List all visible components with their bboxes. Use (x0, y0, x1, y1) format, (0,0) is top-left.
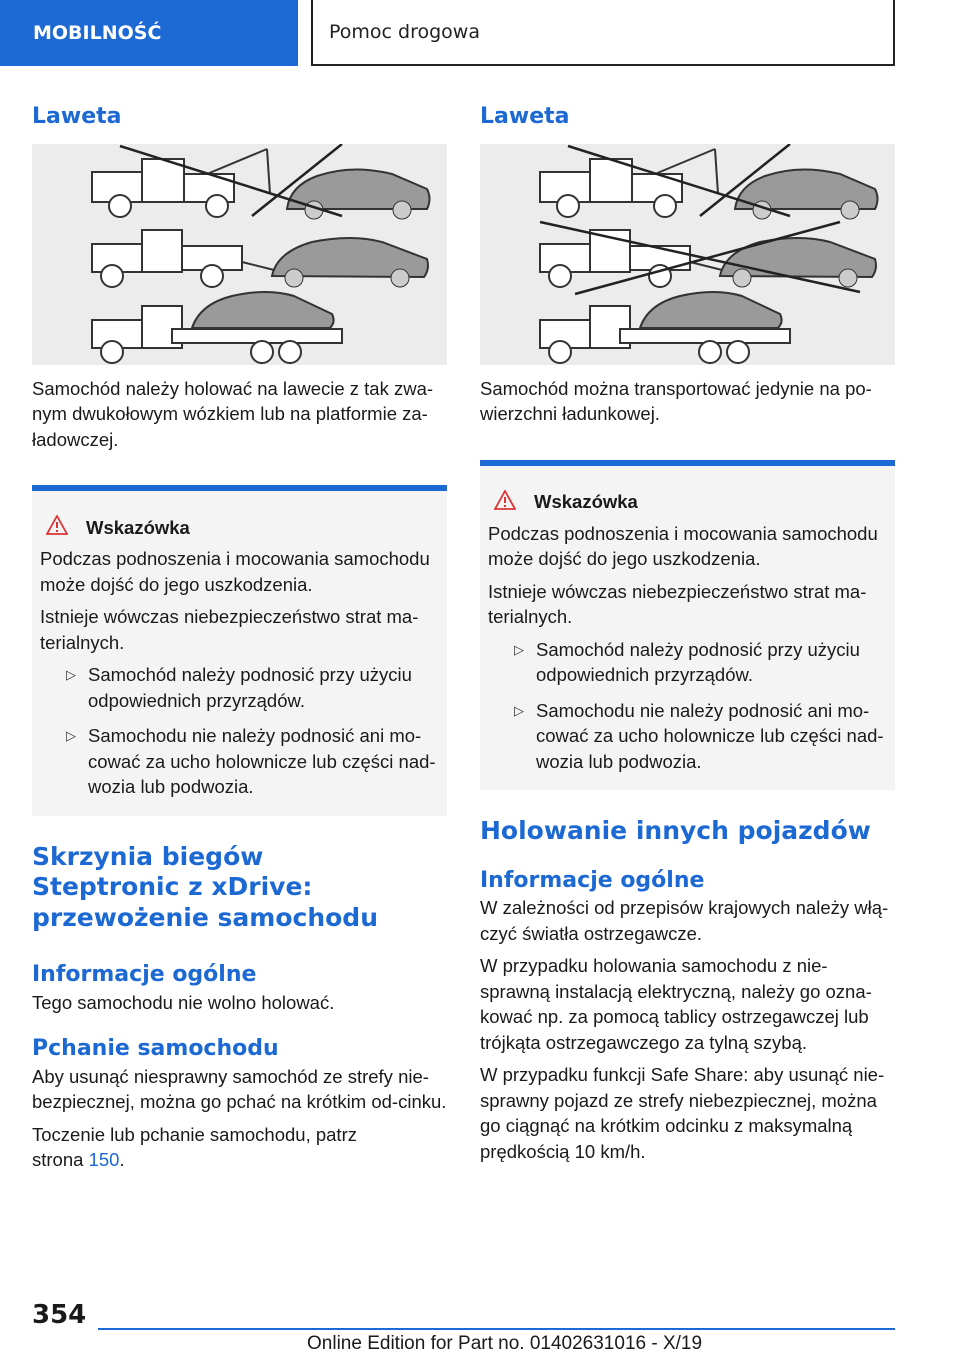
roll-text: Toczenie lub pchanie samochodu, patrz strona 150. (32, 1123, 357, 1171)
note-title: Wskazówka (534, 491, 638, 513)
right-heading: Laweta (480, 104, 570, 129)
page-number: 354 (32, 1300, 87, 1330)
warning-triangle-icon (494, 490, 522, 515)
bullet-text: Samochód należy podnosić przy użyciu odpowiednich przyrządów. (88, 664, 412, 711)
note-bullet (488, 698, 887, 775)
note-bullet (488, 637, 887, 688)
note-title: Wskazówka (86, 516, 190, 538)
footer-divider (98, 1328, 895, 1330)
note-bullet (40, 662, 439, 713)
bullet-triangle-icon: ▷ (66, 728, 76, 744)
bullet-triangle-icon: ▷ (514, 641, 524, 657)
chapter-tab: MOBILNOŚĆ (0, 0, 298, 66)
left-column (32, 96, 447, 1173)
bullet-triangle-icon: ▷ (66, 667, 76, 683)
note-bullet (40, 723, 439, 800)
section-title: Pomoc drogowa (311, 0, 895, 66)
warning-triangle-icon (46, 515, 74, 540)
subheading-info: Informacje ogólne (32, 962, 257, 988)
tow-truck-illustration (32, 144, 447, 365)
wrecker-truck-graphic (92, 149, 270, 217)
right-warning-note (480, 460, 895, 791)
info-text: Tego samochodu nie wolno holować. (32, 991, 335, 1013)
subheading-info: Informacje ogólne (480, 867, 705, 893)
note-paragraph: Podczas podnoszenia i mocowania samochodu może dojść do jego uszkodzenia. (40, 548, 430, 595)
flatbed-illustration (480, 144, 895, 365)
note-paragraph: Istnieje wówczas niebezpieczeństwo strat ma-terialnych. (40, 606, 419, 653)
push-text: Aby usunąć niesprawny samochód ze strefy nie-bezpiecznej, można go pchać na krótkim od-cinku. (32, 1065, 447, 1113)
edition-text: Online Edition for Part no. 01402631016 - X/19 (307, 1333, 703, 1354)
bullet-triangle-icon: ▷ (514, 702, 524, 718)
bullet-text: Samochód należy podnosić przy użyciu odpowiednich przyrządów. (536, 638, 860, 686)
right-column (480, 96, 895, 1164)
section-heading: Holowanie innych pojazdów (480, 816, 871, 846)
bullet-text: Samochodu nie należy podnosić ani mo-cować za ucho holownicze lub części nad-wozia lub podwozia. (536, 699, 884, 772)
body-paragraph: W przypadku holowania samochodu z nie-sprawną instalacją elektryczną, należy go ozna-kować np. za pomocą tablicy ostrzegawczej lub trójkąta ostrzegawczego za tylną szybą. (480, 955, 872, 1053)
right-figure-caption: Samochód można transportować jedynie na po-wierzchni ładunkowej. (480, 377, 872, 425)
page-reference-link[interactable]: 150 (88, 1149, 120, 1171)
section-heading: Skrzynia biegów Steptronic z xDrive: przewożenie samochodu (32, 841, 378, 932)
bullet-text: Samochodu nie należy podnosić ani mo-cować za ucho holownicze lub części nad-wozia lub podwozia. (88, 725, 436, 798)
note-paragraph: Podczas podnoszenia i mocowania samochodu może dojść do jego uszkodzenia. (488, 522, 878, 570)
body-paragraph: W przypadku funkcji Safe Share: aby usunąć nie-sprawny pojazd ze strefy niebezpiecznej, można go ciągnąć na krótkim odcinku z maksymalną prędkością 10 km/h. (480, 1064, 885, 1162)
left-figure-caption: Samochód należy holować na lawecie z tak zwa- nym dwukołowym wózkiem lub na platformie za- ładowczej. (32, 377, 434, 450)
body-paragraph: W zależności od przepisów krajowych należy włą-czyć światła ostrzegawcze. (480, 897, 889, 944)
subheading-push: Pchanie samochodu (32, 1036, 279, 1062)
left-warning-note (32, 485, 447, 816)
note-paragraph: Istnieje wówczas niebezpieczeństwo strat ma-terialnych. (488, 580, 867, 628)
left-heading: Laweta (32, 104, 122, 129)
